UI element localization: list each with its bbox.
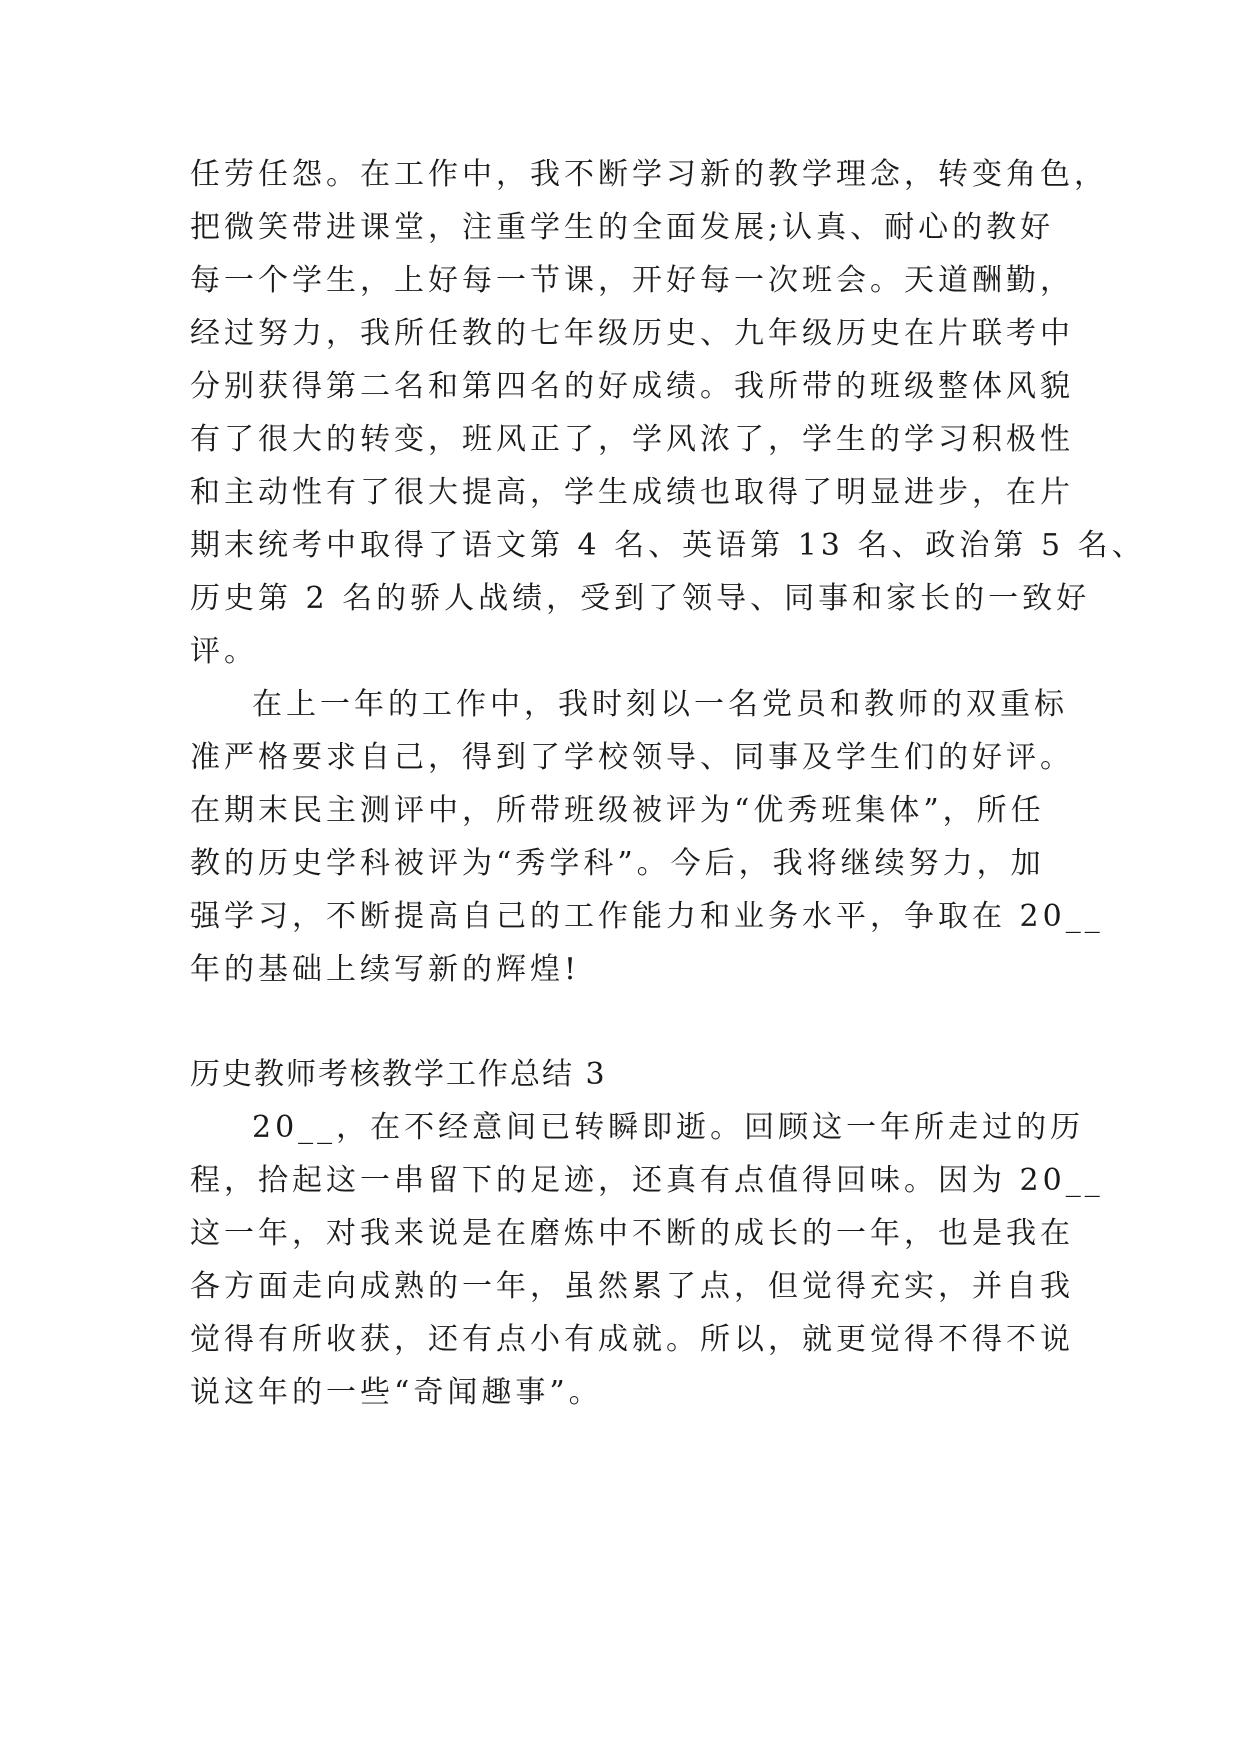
section-title: 历史教师考核教学工作总结 3	[190, 1057, 607, 1092]
paragraph-1-line-8: 期末统考中取得了语文第 4 名、英语第 13 名、政治第 5 名、	[190, 528, 1146, 563]
paragraph-1-line-6: 有了很大的转变，班风正了，学风浓了，学生的学习积极性	[190, 422, 1074, 457]
paragraph-1-line-2: 把微笑带进课堂，注重学生的全面发展;认真、耐心的教好	[190, 210, 1055, 245]
paragraph-1-line-3: 每一个学生，上好每一节课，开好每一次班会。天道酬勤，	[190, 263, 1074, 298]
paragraph-3-line-2: 程，拾起这一串留下的足迹，还真有点值得回味。因为 20__	[190, 1163, 1104, 1198]
paragraph-1-line-10: 评。	[190, 634, 258, 669]
paragraph-3-line-5: 觉得有所收获，还有点小有成就。所以，就更觉得不得不说	[190, 1322, 1074, 1357]
paragraph-2-line-2: 准严格要求自己，得到了学校领导、同事及学生们的好评。	[190, 740, 1074, 775]
paragraph-2-line-6: 年的基础上续写新的辉煌!	[190, 952, 581, 987]
paragraph-2-line-3: 在期末民主测评中，所带班级被评为“优秀班集体”，所任	[190, 793, 1045, 828]
paragraph-2-line-1: 在上一年的工作中，我时刻以一名党员和教师的双重标	[252, 687, 1068, 722]
paragraph-1-line-5: 分别获得第二名和第四名的好成绩。我所带的班级整体风貌	[190, 369, 1074, 404]
paragraph-1-line-4: 经过努力，我所任教的七年级历史、九年级历史在片联考中	[190, 316, 1074, 351]
paragraph-2-line-4: 教的历史学科被评为“秀学科”。今后，我将继续努力，加	[190, 846, 1045, 881]
paragraph-3-line-6: 说这年的一些“奇闻趣事”。	[190, 1375, 603, 1410]
paragraph-3-line-3: 这一年，对我来说是在磨炼中不断的成长的一年，也是我在	[190, 1216, 1074, 1251]
paragraph-1-line-9: 历史第 2 名的骄人战绩，受到了领导、同事和家长的一致好	[190, 581, 1091, 616]
paragraph-3-line-4: 各方面走向成熟的一年，虽然累了点，但觉得充实，并自我	[190, 1269, 1074, 1304]
paragraph-3-line-1: 20__，在不经意间已转瞬即逝。回顾这一年所走过的历	[252, 1110, 1085, 1145]
paragraph-1-line-7: 和主动性有了很大提高，学生成绩也取得了明显进步，在片	[190, 475, 1074, 510]
paragraph-1-line-1: 任劳任怨。在工作中，我不断学习新的教学理念，转变角色，	[190, 157, 1108, 192]
paragraph-2-line-5: 强学习，不断提高自己的工作能力和业务水平，争取在 20__	[190, 899, 1104, 934]
